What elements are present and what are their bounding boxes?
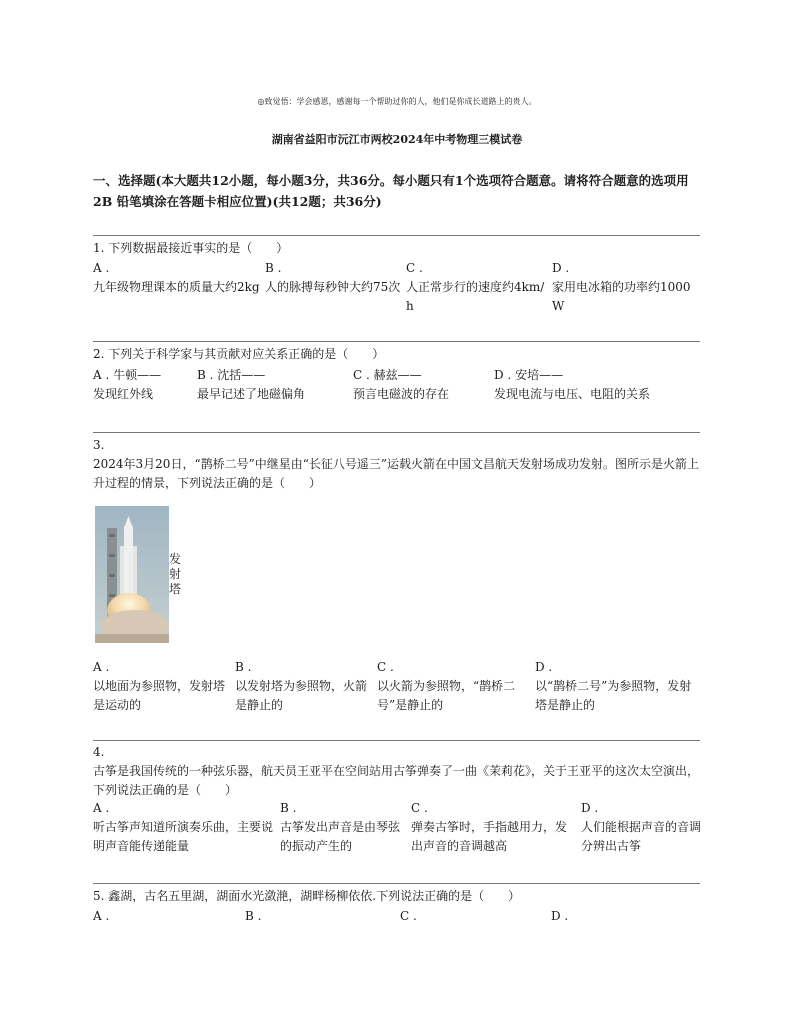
option-text: 以“鹊桥二号”为参照物，发射塔是静止的 xyxy=(535,679,692,712)
divider xyxy=(93,432,700,433)
question-3-option-c[interactable] xyxy=(377,658,531,715)
question-4-stem: 古筝是我国传统的一种弦乐器，航天员王亚平在空间站用古筝弹奏了一曲《茉莉花》，关于王亚平的这次太空演出，下列说法正确的是（ ） xyxy=(93,764,700,797)
question-4-option-d[interactable] xyxy=(581,799,701,856)
question-5-stem: 5. 鑫湖，古名五里湖，湖面水光潋滟，湖畔杨柳依依.下列说法正确的是（ ） xyxy=(93,889,521,903)
option-letter: C . xyxy=(406,261,423,275)
question-4-option-b[interactable] xyxy=(280,799,406,856)
option-text: 以发射塔为参照物，火箭是静止的 xyxy=(235,679,368,712)
question-1-option-c[interactable] xyxy=(406,259,546,316)
option-text: 预言电磁波的存在 xyxy=(353,387,450,401)
option-letter: B . xyxy=(280,801,297,815)
rocket-launch-photo xyxy=(95,506,169,643)
option-letter: D . 安培—— xyxy=(494,368,564,382)
question-1-option-b[interactable] xyxy=(265,259,401,297)
option-letter: B . xyxy=(235,660,252,674)
option-text: 以地面为参照物，发射塔是运动的 xyxy=(93,679,226,712)
motto: ◎致觉悟：学会感恩，感谢每一个帮助过你的人，他们是你成长道路上的贵人。 xyxy=(257,97,537,106)
question-5-option-a[interactable] xyxy=(93,907,233,926)
question-4-number: 4. xyxy=(93,745,105,759)
option-text: 人正常步行的速度约4km/h xyxy=(406,280,545,313)
option-text: 人们能根据声音的音调分辨出古筝 xyxy=(581,820,702,853)
divider xyxy=(93,235,700,236)
question-2-option-c[interactable] xyxy=(353,366,491,404)
question-5-option-d[interactable] xyxy=(551,907,691,926)
option-text: 最早记述了地磁偏角 xyxy=(197,387,306,401)
question-2-option-a[interactable] xyxy=(93,366,193,404)
question-3-stem: 2024年3月20日，“鹊桥二号”中继星由“长征八号遥三”运载火箭在中国文昌航天发射场成功发射。图所示是火箭上升过程的情景，下列说法正确的是（ ） xyxy=(93,457,699,490)
option-letter: A . 牛顿—— xyxy=(93,368,162,382)
section-heading: 一、选择题(本大题共12小题，每小题3分，共36分。每小题只有1个选项符合题意。请将符合题意的选项用 2B 铅笔填涂在答题卡相应位置)(共12题；共36分) xyxy=(93,173,689,209)
option-text: 发现电流与电压、电阻的关系 xyxy=(494,387,651,401)
question-5-option-b[interactable] xyxy=(245,907,385,926)
option-letter: D . xyxy=(552,261,570,275)
question-2-option-b[interactable] xyxy=(197,366,347,404)
option-letter: B . xyxy=(245,909,262,923)
option-letter: D . xyxy=(551,909,569,923)
option-letter: A . xyxy=(93,801,110,815)
question-4-option-c[interactable] xyxy=(411,799,575,856)
option-text: 人的脉搏每秒钟大约75次 xyxy=(265,280,401,294)
option-letter: A . xyxy=(93,909,110,923)
option-letter: B . xyxy=(265,261,282,275)
option-text: 弹奏古筝时，手指越用力，发出声音的音调越高 xyxy=(411,820,568,853)
question-3-option-d[interactable] xyxy=(535,658,703,715)
option-text: 古筝发出声音是由琴弦的振动产生的 xyxy=(280,820,401,853)
question-5-option-c[interactable] xyxy=(400,907,540,926)
option-text: 九年级物理课本的质量大约2kg xyxy=(93,280,260,294)
option-letter: C . 赫兹—— xyxy=(353,368,422,382)
divider xyxy=(93,883,700,884)
option-letter: C . xyxy=(400,909,417,923)
option-text: 听古筝声知道所演奏乐曲，主要说明声音能传递能量 xyxy=(93,820,274,853)
option-letter: D . xyxy=(581,801,599,815)
question-1-stem: 1. 下列数据最接近事实的是（ ） xyxy=(93,241,289,255)
option-letter: B . 沈括—— xyxy=(197,368,266,382)
option-text: 家用电冰箱的功率约1000W xyxy=(552,280,691,313)
question-3-option-b[interactable] xyxy=(235,658,373,715)
question-2-option-d[interactable] xyxy=(494,366,703,404)
divider xyxy=(93,740,700,741)
question-1-option-d[interactable] xyxy=(552,259,700,316)
question-1-option-a[interactable] xyxy=(93,259,261,297)
option-text: 以火箭为参照物，“鹊桥二号”是静止的 xyxy=(377,679,516,712)
option-letter: C . xyxy=(411,801,428,815)
question-3-option-a[interactable] xyxy=(93,658,231,715)
exam-title: 湖南省益阳市沅江市两校2024年中考物理三模试卷 xyxy=(271,133,523,146)
question-4-option-a[interactable] xyxy=(93,799,275,856)
option-letter: D . xyxy=(535,660,553,674)
option-letter: A . xyxy=(93,660,110,674)
option-letter: A . xyxy=(93,261,110,275)
option-text: 发现红外线 xyxy=(93,387,154,401)
question-2-stem: 2. 下列关于科学家与其贡献对应关系正确的是（ ） xyxy=(93,347,385,361)
launch-tower-label: 发射塔 xyxy=(169,552,182,596)
question-3-number: 3. xyxy=(93,438,105,452)
option-letter: C . xyxy=(377,660,394,674)
divider xyxy=(93,341,700,342)
